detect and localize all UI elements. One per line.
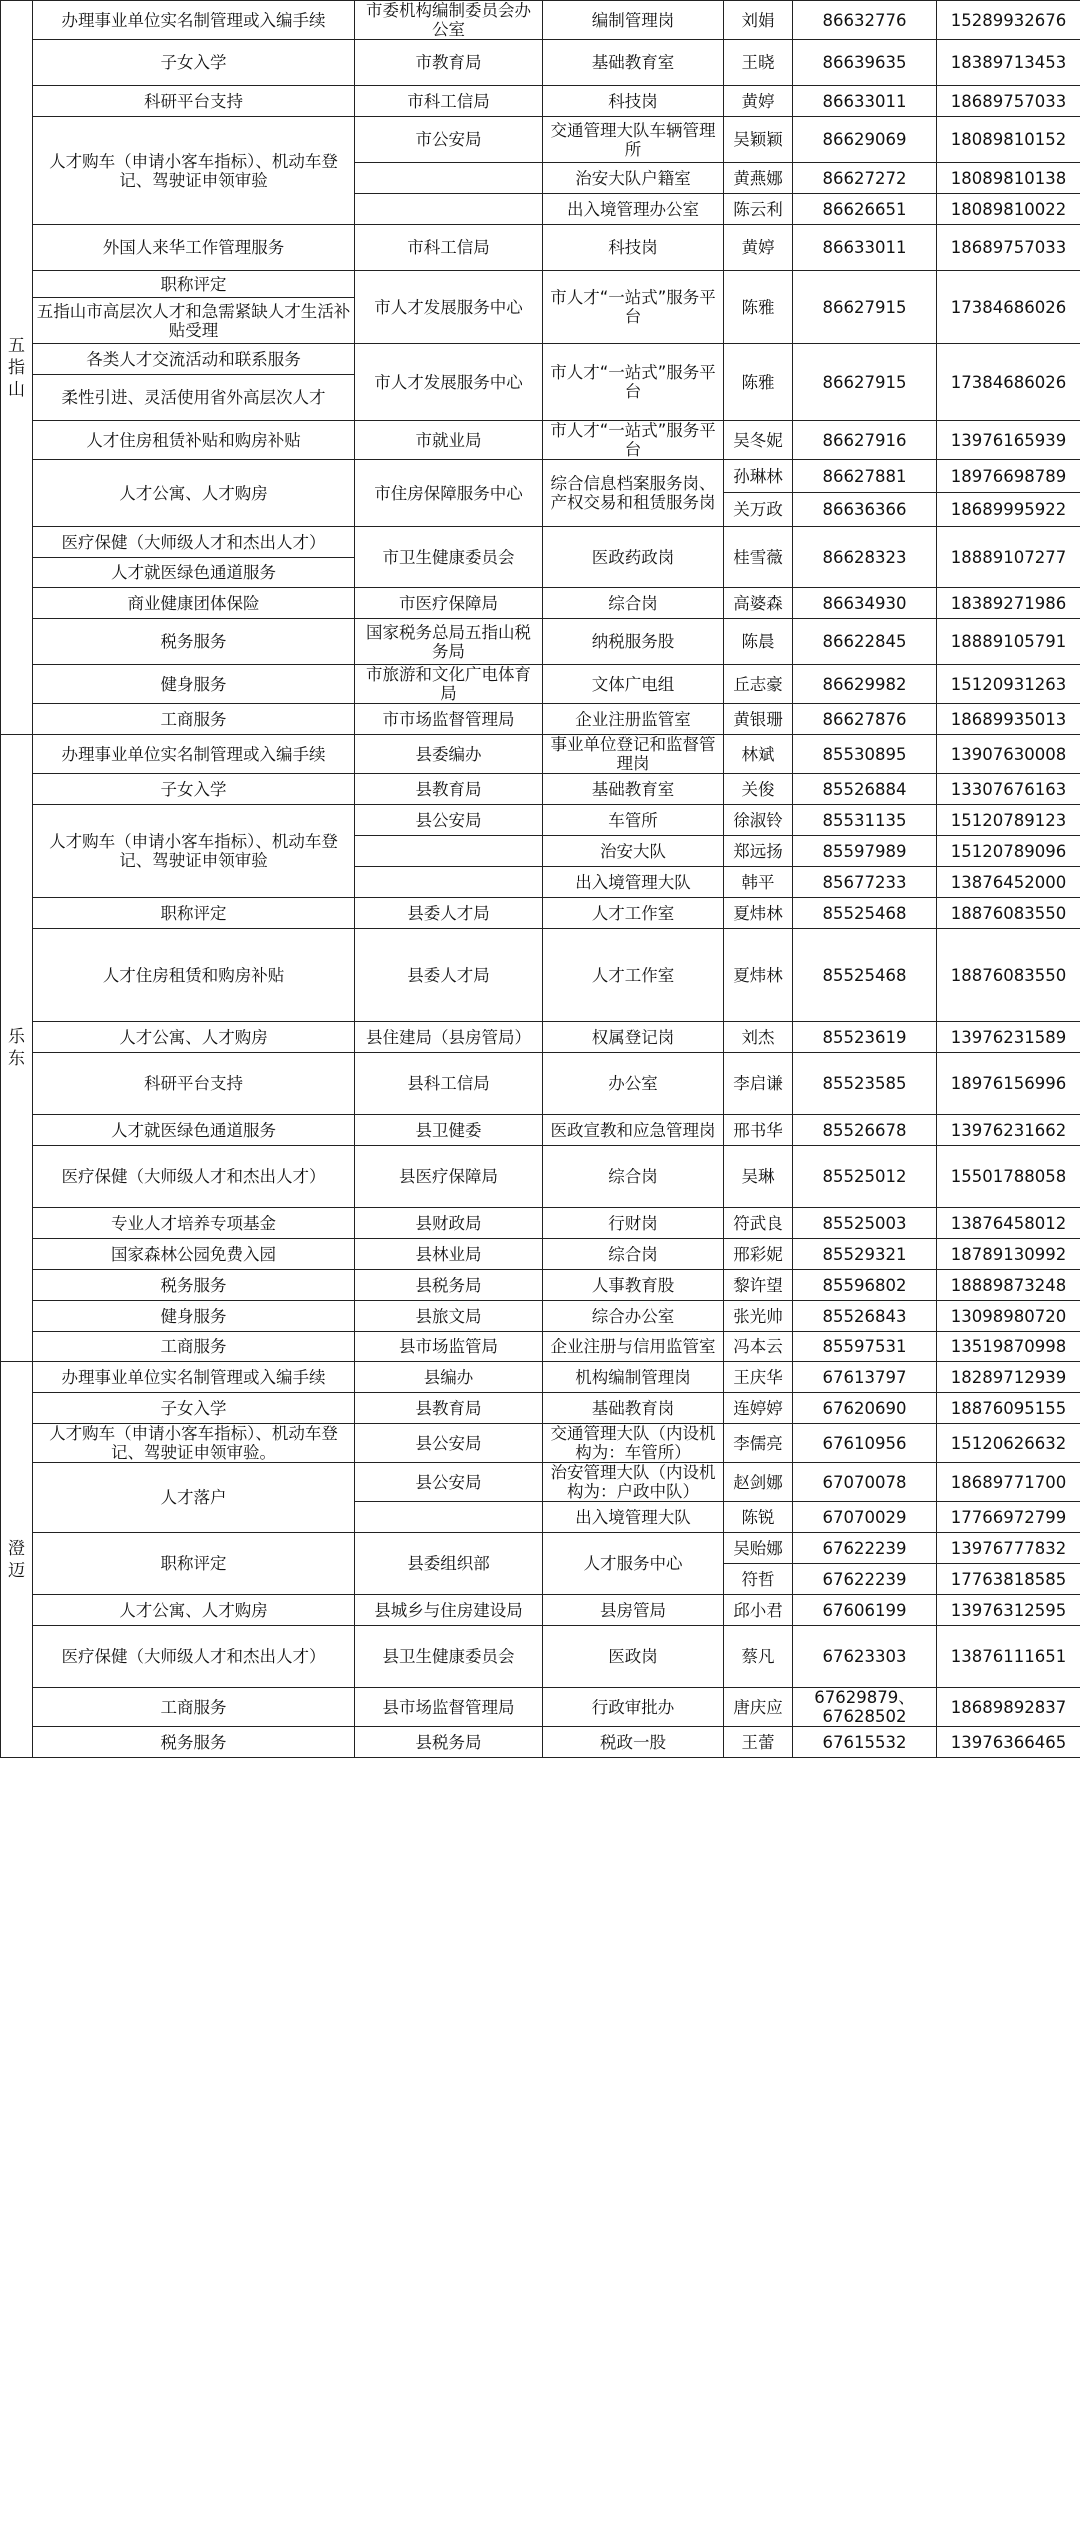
contact-cell: 李儒亮	[724, 1424, 793, 1463]
mobile-phone-cell: 13976165939	[937, 421, 1080, 460]
contact-cell: 黎许望	[724, 1270, 793, 1301]
table-row	[1, 1463, 1080, 1502]
table-row	[1, 271, 1080, 298]
office-phone-cell: 85523585	[793, 1053, 937, 1115]
office-phone-cell: 86626651	[793, 194, 937, 225]
service-cell: 健身服务	[33, 665, 355, 704]
post-cell: 企业注册监管室	[543, 704, 724, 735]
contact-cell: 陈云利	[724, 194, 793, 225]
contact-cell: 徐淑铃	[724, 805, 793, 836]
office-phone-cell: 67622239	[793, 1533, 937, 1564]
office-phone-cell: 86627915	[793, 344, 937, 421]
table-row	[1, 1270, 1080, 1301]
table-row	[1, 929, 1080, 960]
service-cell: 税务服务	[33, 1727, 355, 1758]
post-cell: 机构编制管理岗	[543, 1362, 724, 1393]
table-row	[1, 86, 1080, 117]
mobile-phone-cell: 17384686026	[937, 344, 1080, 421]
post-cell: 市人才“一站式”服务平台	[543, 344, 724, 421]
table-row	[1, 1362, 1080, 1393]
post-cell: 出入境管理办公室	[543, 194, 724, 225]
mobile-phone-cell: 18389271986	[937, 588, 1080, 619]
post-cell: 综合岗	[543, 1146, 724, 1208]
office-phone-cell: 86627876	[793, 704, 937, 735]
mobile-phone-cell: 18689892837	[937, 1688, 1080, 1727]
service-cell: 人才公寓、人才购房	[33, 460, 355, 527]
post-cell: 行政审批办	[543, 1688, 724, 1727]
department-cell: 县委组织部	[355, 1533, 543, 1595]
contact-cell: 张光帅	[724, 1301, 793, 1332]
contact-cell: 黄燕娜	[724, 163, 793, 194]
office-phone-cell: 67070078	[793, 1463, 937, 1502]
contact-cell: 陈雅	[724, 271, 793, 344]
contact-cell: 陈雅	[724, 344, 793, 421]
contact-cell: 刘娟	[724, 1, 793, 40]
mobile-phone-cell: 18689757033	[937, 86, 1080, 117]
office-phone-cell: 85525012	[793, 1146, 937, 1208]
table-row	[1, 665, 1080, 704]
table-row	[1, 1626, 1080, 1657]
post-cell: 权属登记岗	[543, 1022, 724, 1053]
office-phone-cell: 86627915	[793, 271, 937, 344]
office-phone-cell: 85677233	[793, 867, 937, 898]
office-phone-cell: 86622845	[793, 619, 937, 665]
department-cell: 县卫健委	[355, 1115, 543, 1146]
department-cell: 县医疗保障局	[355, 1146, 543, 1208]
post-cell: 事业单位登记和监督管理岗	[543, 735, 724, 774]
mobile-phone-cell: 13976231589	[937, 1022, 1080, 1053]
contact-cell: 邱小君	[724, 1595, 793, 1626]
table-row	[1, 1332, 1080, 1362]
mobile-phone-cell: 13519870998	[937, 1332, 1080, 1362]
department-cell: 县公安局	[355, 805, 543, 836]
contact-cell: 符哲	[724, 1564, 793, 1595]
table-row	[1, 1424, 1080, 1463]
mobile-phone-cell: 13976366465	[937, 1727, 1080, 1758]
service-cell: 科研平台支持	[33, 1053, 355, 1115]
mobile-phone-cell: 18089810138	[937, 163, 1080, 194]
service-cell: 职称评定	[33, 271, 355, 298]
department-cell: 县委编办	[355, 735, 543, 774]
table-row	[1, 460, 1080, 493]
office-phone-cell: 67613797	[793, 1362, 937, 1393]
office-phone-cell: 85597989	[793, 836, 937, 867]
post-cell: 行财岗	[543, 1208, 724, 1239]
department-cell: 市医疗保障局	[355, 588, 543, 619]
service-cell: 子女入学	[33, 40, 355, 86]
mobile-phone-cell: 13098980720	[937, 1301, 1080, 1332]
service-cell: 健身服务	[33, 1301, 355, 1332]
department-cell: 县市场监督管理局	[355, 1688, 543, 1727]
table-row	[1, 1393, 1080, 1424]
mobile-phone-cell: 18889107277	[937, 527, 1080, 588]
table-row	[1, 421, 1080, 460]
service-cell: 柔性引进、灵活使用省外高层次人才	[33, 375, 355, 421]
service-cell: 人才住房租赁补贴和购房补贴	[33, 421, 355, 460]
mobile-phone-cell: 18976698789	[937, 460, 1080, 493]
department-cell: 国家税务总局五指山税务局	[355, 619, 543, 665]
office-phone-cell: 86634930	[793, 588, 937, 619]
post-cell: 基础教育室	[543, 40, 724, 86]
post-cell: 医政宣教和应急管理岗	[543, 1115, 724, 1146]
contact-cell: 王庆华	[724, 1362, 793, 1393]
office-phone-cell: 85596802	[793, 1270, 937, 1301]
mobile-phone-cell: 18289712939	[937, 1362, 1080, 1393]
contact-cell: 吴颖颖	[724, 117, 793, 163]
post-cell: 办公室	[543, 1053, 724, 1115]
department-cell	[355, 1502, 543, 1533]
contact-cell: 孙琳林	[724, 460, 793, 493]
region-label: 五 指 山	[1, 1, 33, 735]
department-cell: 市科工信局	[355, 225, 543, 271]
contact-cell: 吴冬妮	[724, 421, 793, 460]
post-cell: 市人才“一站式”服务平台	[543, 421, 724, 460]
office-phone-cell: 67622239	[793, 1564, 937, 1595]
mobile-phone-cell: 17766972799	[937, 1502, 1080, 1533]
post-cell: 县房管局	[543, 1595, 724, 1626]
office-phone-cell: 67070029	[793, 1502, 937, 1533]
post-cell: 综合信息档案服务岗、产权交易和租赁服务岗	[543, 460, 724, 527]
table-row	[1, 1727, 1080, 1758]
department-cell: 县税务局	[355, 1270, 543, 1301]
mobile-phone-cell: 18689771700	[937, 1463, 1080, 1502]
post-cell: 人才服务中心	[543, 1533, 724, 1595]
post-cell: 科技岗	[543, 225, 724, 271]
contact-cell: 陈晨	[724, 619, 793, 665]
service-cell: 人才公寓、人才购房	[33, 1022, 355, 1053]
office-phone-cell: 67606199	[793, 1595, 937, 1626]
office-phone-cell: 67615532	[793, 1727, 937, 1758]
table-row	[1, 344, 1080, 375]
contact-cell: 关万政	[724, 493, 793, 527]
table-row	[1, 704, 1080, 735]
mobile-phone-cell: 18876083550	[937, 929, 1080, 1022]
office-phone-cell: 67620690	[793, 1393, 937, 1424]
service-cell: 科研平台支持	[33, 86, 355, 117]
department-cell: 县市场监管局	[355, 1332, 543, 1362]
service-cell: 人才购车（申请小客车指标）、机动车登记、驾驶证申领审验	[33, 805, 355, 898]
office-phone-cell: 86627881	[793, 460, 937, 493]
service-cell: 人才就医绿色通道服务	[33, 558, 355, 588]
service-cell: 办理事业单位实名制管理或入编手续	[33, 1, 355, 40]
table-row	[1, 619, 1080, 665]
post-cell: 交通管理大队（内设机构为：车管所）	[543, 1424, 724, 1463]
department-cell: 县委人才局	[355, 929, 543, 1022]
post-cell: 医政岗	[543, 1626, 724, 1688]
office-phone-cell: 85531135	[793, 805, 937, 836]
office-phone-cell: 86627272	[793, 163, 937, 194]
service-cell: 税务服务	[33, 1270, 355, 1301]
department-cell: 县卫生健康委员会	[355, 1626, 543, 1688]
post-cell: 出入境管理大队	[543, 1502, 724, 1533]
office-phone-cell: 85529321	[793, 1239, 937, 1270]
table-row	[1, 774, 1080, 805]
mobile-phone-cell: 17384686026	[937, 271, 1080, 344]
post-cell: 人才工作室	[543, 929, 724, 1022]
service-cell: 工商服务	[33, 704, 355, 735]
mobile-phone-cell: 18089810152	[937, 117, 1080, 163]
contact-cell: 吴琳	[724, 1146, 793, 1208]
contact-cell: 桂雪薇	[724, 527, 793, 588]
office-phone-cell: 85530895	[793, 735, 937, 774]
department-cell: 市人才发展服务中心	[355, 344, 543, 421]
contact-cell: 郑远扬	[724, 836, 793, 867]
post-cell: 人才工作室	[543, 898, 724, 929]
office-phone-cell: 85523619	[793, 1022, 937, 1053]
department-cell: 县公安局	[355, 1463, 543, 1502]
post-cell: 交通管理大队车辆管理所	[543, 117, 724, 163]
table-row	[1, 1053, 1080, 1084]
office-phone-cell: 85526884	[793, 774, 937, 805]
department-cell: 县旅文局	[355, 1301, 543, 1332]
table-row	[1, 588, 1080, 619]
post-cell: 基础教育室	[543, 774, 724, 805]
post-cell: 治安大队户籍室	[543, 163, 724, 194]
office-phone-cell: 85526843	[793, 1301, 937, 1332]
department-cell: 市住房保障服务中心	[355, 460, 543, 527]
department-cell: 县城乡与住房建设局	[355, 1595, 543, 1626]
office-phone-cell: 85525468	[793, 898, 937, 929]
department-cell: 县税务局	[355, 1727, 543, 1758]
contact-cell: 丘志豪	[724, 665, 793, 704]
department-cell: 市教育局	[355, 40, 543, 86]
table-row	[1, 225, 1080, 271]
mobile-phone-cell: 13876458012	[937, 1208, 1080, 1239]
table-row	[1, 1, 1080, 40]
post-cell: 纳税服务股	[543, 619, 724, 665]
service-cell: 专业人才培养专项基金	[33, 1208, 355, 1239]
mobile-phone-cell: 15120931263	[937, 665, 1080, 704]
service-cell: 商业健康团体保险	[33, 588, 355, 619]
service-cell: 人才购车（申请小客车指标）、机动车登记、驾驶证申领审验	[33, 117, 355, 225]
service-cell: 工商服务	[33, 1332, 355, 1362]
contact-cell: 冯本云	[724, 1332, 793, 1362]
department-cell	[355, 867, 543, 898]
service-cell: 人才购车（申请小客车指标）、机动车登记、驾驶证申领审验。	[33, 1424, 355, 1463]
office-phone-cell: 86629982	[793, 665, 937, 704]
office-phone-cell: 86633011	[793, 86, 937, 117]
mobile-phone-cell: 18689935013	[937, 704, 1080, 735]
table-row	[1, 1022, 1080, 1053]
service-cell: 职称评定	[33, 898, 355, 929]
department-cell: 市卫生健康委员会	[355, 527, 543, 588]
post-cell: 车管所	[543, 805, 724, 836]
department-cell: 县委人才局	[355, 898, 543, 929]
office-phone-cell: 67623303	[793, 1626, 937, 1688]
region-label: 乐 东	[1, 735, 33, 1362]
office-phone-cell: 85525003	[793, 1208, 937, 1239]
contact-cell: 蔡凡	[724, 1626, 793, 1688]
table-row	[1, 1688, 1080, 1727]
mobile-phone-cell: 18889873248	[937, 1270, 1080, 1301]
service-cell: 医疗保健（大师级人才和杰出人才）	[33, 527, 355, 558]
office-phone-cell: 86627916	[793, 421, 937, 460]
service-cell: 人才落户	[33, 1463, 355, 1533]
table-row	[1, 117, 1080, 163]
mobile-phone-cell: 18976156996	[937, 1053, 1080, 1115]
post-cell: 科技岗	[543, 86, 724, 117]
post-cell: 基础教育岗	[543, 1393, 724, 1424]
office-phone-cell: 86628323	[793, 527, 937, 588]
contact-cell: 李启谦	[724, 1053, 793, 1115]
post-cell: 文体广电组	[543, 665, 724, 704]
department-cell: 县公安局	[355, 1424, 543, 1463]
mobile-phone-cell: 18889105791	[937, 619, 1080, 665]
service-cell: 子女入学	[33, 774, 355, 805]
mobile-phone-cell: 18876083550	[937, 898, 1080, 929]
department-cell: 县教育局	[355, 774, 543, 805]
mobile-phone-cell: 13976777832	[937, 1533, 1080, 1564]
post-cell: 治安管理大队（内设机构为：户政中队）	[543, 1463, 724, 1502]
service-cell: 五指山市高层次人才和急需紧缺人才生活补贴受理	[33, 298, 355, 344]
table-row	[1, 527, 1080, 558]
mobile-phone-cell: 15120626632	[937, 1424, 1080, 1463]
post-cell: 医政药政岗	[543, 527, 724, 588]
contact-cell: 夏炜林	[724, 898, 793, 929]
contact-cell: 邢书华	[724, 1115, 793, 1146]
contact-cell: 黄婷	[724, 86, 793, 117]
department-cell: 县财政局	[355, 1208, 543, 1239]
contact-cell: 吴贻娜	[724, 1533, 793, 1564]
office-phone-cell: 85525468	[793, 929, 937, 1022]
service-cell: 医疗保健（大师级人才和杰出人才）	[33, 1146, 355, 1208]
department-cell	[355, 194, 543, 225]
mobile-phone-cell: 15120789096	[937, 836, 1080, 867]
service-cell: 人才住房租赁和购房补贴	[33, 929, 355, 1022]
table-row	[1, 1208, 1080, 1239]
post-cell: 市人才“一站式”服务平台	[543, 271, 724, 344]
mobile-phone-cell: 18389713453	[937, 40, 1080, 86]
contact-cell: 王蕾	[724, 1727, 793, 1758]
office-phone-cell: 85526678	[793, 1115, 937, 1146]
contact-cell: 黄婷	[724, 225, 793, 271]
service-cell: 国家森林公园免费入园	[33, 1239, 355, 1270]
department-cell: 县住建局（县房管局）	[355, 1022, 543, 1053]
table-row	[1, 805, 1080, 836]
department-cell	[355, 163, 543, 194]
region-label: 澄 迈	[1, 1362, 33, 1758]
table-row	[1, 1239, 1080, 1270]
contact-cell: 林斌	[724, 735, 793, 774]
mobile-phone-cell: 18689995922	[937, 493, 1080, 527]
contact-cell: 王晓	[724, 40, 793, 86]
post-cell: 治安大队	[543, 836, 724, 867]
contact-cell: 韩平	[724, 867, 793, 898]
contact-cell: 夏炜林	[724, 929, 793, 1022]
mobile-phone-cell: 18089810022	[937, 194, 1080, 225]
department-cell	[355, 836, 543, 867]
mobile-phone-cell: 13976312595	[937, 1595, 1080, 1626]
service-cell: 职称评定	[33, 1533, 355, 1595]
contact-cell: 关俊	[724, 774, 793, 805]
office-phone-cell: 86633011	[793, 225, 937, 271]
contact-cell: 唐庆应	[724, 1688, 793, 1727]
contact-cell: 连婷婷	[724, 1393, 793, 1424]
mobile-phone-cell: 13907630008	[937, 735, 1080, 774]
mobile-phone-cell: 18789130992	[937, 1239, 1080, 1270]
contact-cell: 刘杰	[724, 1022, 793, 1053]
department-cell: 县教育局	[355, 1393, 543, 1424]
mobile-phone-cell: 17763818585	[937, 1564, 1080, 1595]
office-phone-cell: 86636366	[793, 493, 937, 527]
office-phone-cell: 67610956	[793, 1424, 937, 1463]
office-phone-cell: 86629069	[793, 117, 937, 163]
service-cell: 人才就医绿色通道服务	[33, 1115, 355, 1146]
department-cell: 市科工信局	[355, 86, 543, 117]
table-row	[1, 1595, 1080, 1626]
office-phone-cell: 67629879、67628502	[793, 1688, 937, 1727]
department-cell: 县林业局	[355, 1239, 543, 1270]
department-cell: 市公安局	[355, 117, 543, 163]
office-phone-cell: 85597531	[793, 1332, 937, 1362]
post-cell: 税政一股	[543, 1727, 724, 1758]
mobile-phone-cell: 18876095155	[937, 1393, 1080, 1424]
table-row	[1, 1115, 1080, 1146]
table-row	[1, 1301, 1080, 1332]
service-cell: 办理事业单位实名制管理或入编手续	[33, 735, 355, 774]
department-cell: 市市场监督管理局	[355, 704, 543, 735]
service-cell: 人才公寓、人才购房	[33, 1595, 355, 1626]
service-cell: 工商服务	[33, 1688, 355, 1727]
mobile-phone-cell: 13976231662	[937, 1115, 1080, 1146]
contact-cell: 高婆森	[724, 588, 793, 619]
mobile-phone-cell: 18689757033	[937, 225, 1080, 271]
contact-cell: 陈锐	[724, 1502, 793, 1533]
post-cell: 人事教育股	[543, 1270, 724, 1301]
service-cell: 外国人来华工作管理服务	[33, 225, 355, 271]
office-phone-cell: 86632776	[793, 1, 937, 40]
service-cell: 办理事业单位实名制管理或入编手续	[33, 1362, 355, 1393]
post-cell: 企业注册与信用监管室	[543, 1332, 724, 1362]
post-cell: 综合岗	[543, 1239, 724, 1270]
department-cell: 市就业局	[355, 421, 543, 460]
contact-cell: 符武良	[724, 1208, 793, 1239]
department-cell: 市旅游和文化广电体育局	[355, 665, 543, 704]
table-row	[1, 1146, 1080, 1177]
department-cell: 县科工信局	[355, 1053, 543, 1115]
table-row	[1, 735, 1080, 774]
department-cell: 县编办	[355, 1362, 543, 1393]
office-phone-cell: 86639635	[793, 40, 937, 86]
department-cell: 市委机构编制委员会办公室	[355, 1, 543, 40]
post-cell: 出入境管理大队	[543, 867, 724, 898]
department-cell: 市人才发展服务中心	[355, 271, 543, 344]
service-cell: 医疗保健（大师级人才和杰出人才）	[33, 1626, 355, 1688]
post-cell: 编制管理岗	[543, 1, 724, 40]
service-cell: 各类人才交流活动和联系服务	[33, 344, 355, 375]
contact-cell: 邢彩妮	[724, 1239, 793, 1270]
table-row	[1, 898, 1080, 929]
post-cell: 综合办公室	[543, 1301, 724, 1332]
mobile-phone-cell: 15289932676	[937, 1, 1080, 40]
mobile-phone-cell: 15501788058	[937, 1146, 1080, 1208]
mobile-phone-cell: 13307676163	[937, 774, 1080, 805]
table-row	[1, 1533, 1080, 1564]
service-cell: 税务服务	[33, 619, 355, 665]
contact-cell: 黄银珊	[724, 704, 793, 735]
contact-cell: 赵剑娜	[724, 1463, 793, 1502]
mobile-phone-cell: 13876452000	[937, 867, 1080, 898]
mobile-phone-cell: 15120789123	[937, 805, 1080, 836]
service-cell: 子女入学	[33, 1393, 355, 1424]
table-row	[1, 40, 1080, 86]
post-cell: 综合岗	[543, 588, 724, 619]
mobile-phone-cell: 13876111651	[937, 1626, 1080, 1688]
